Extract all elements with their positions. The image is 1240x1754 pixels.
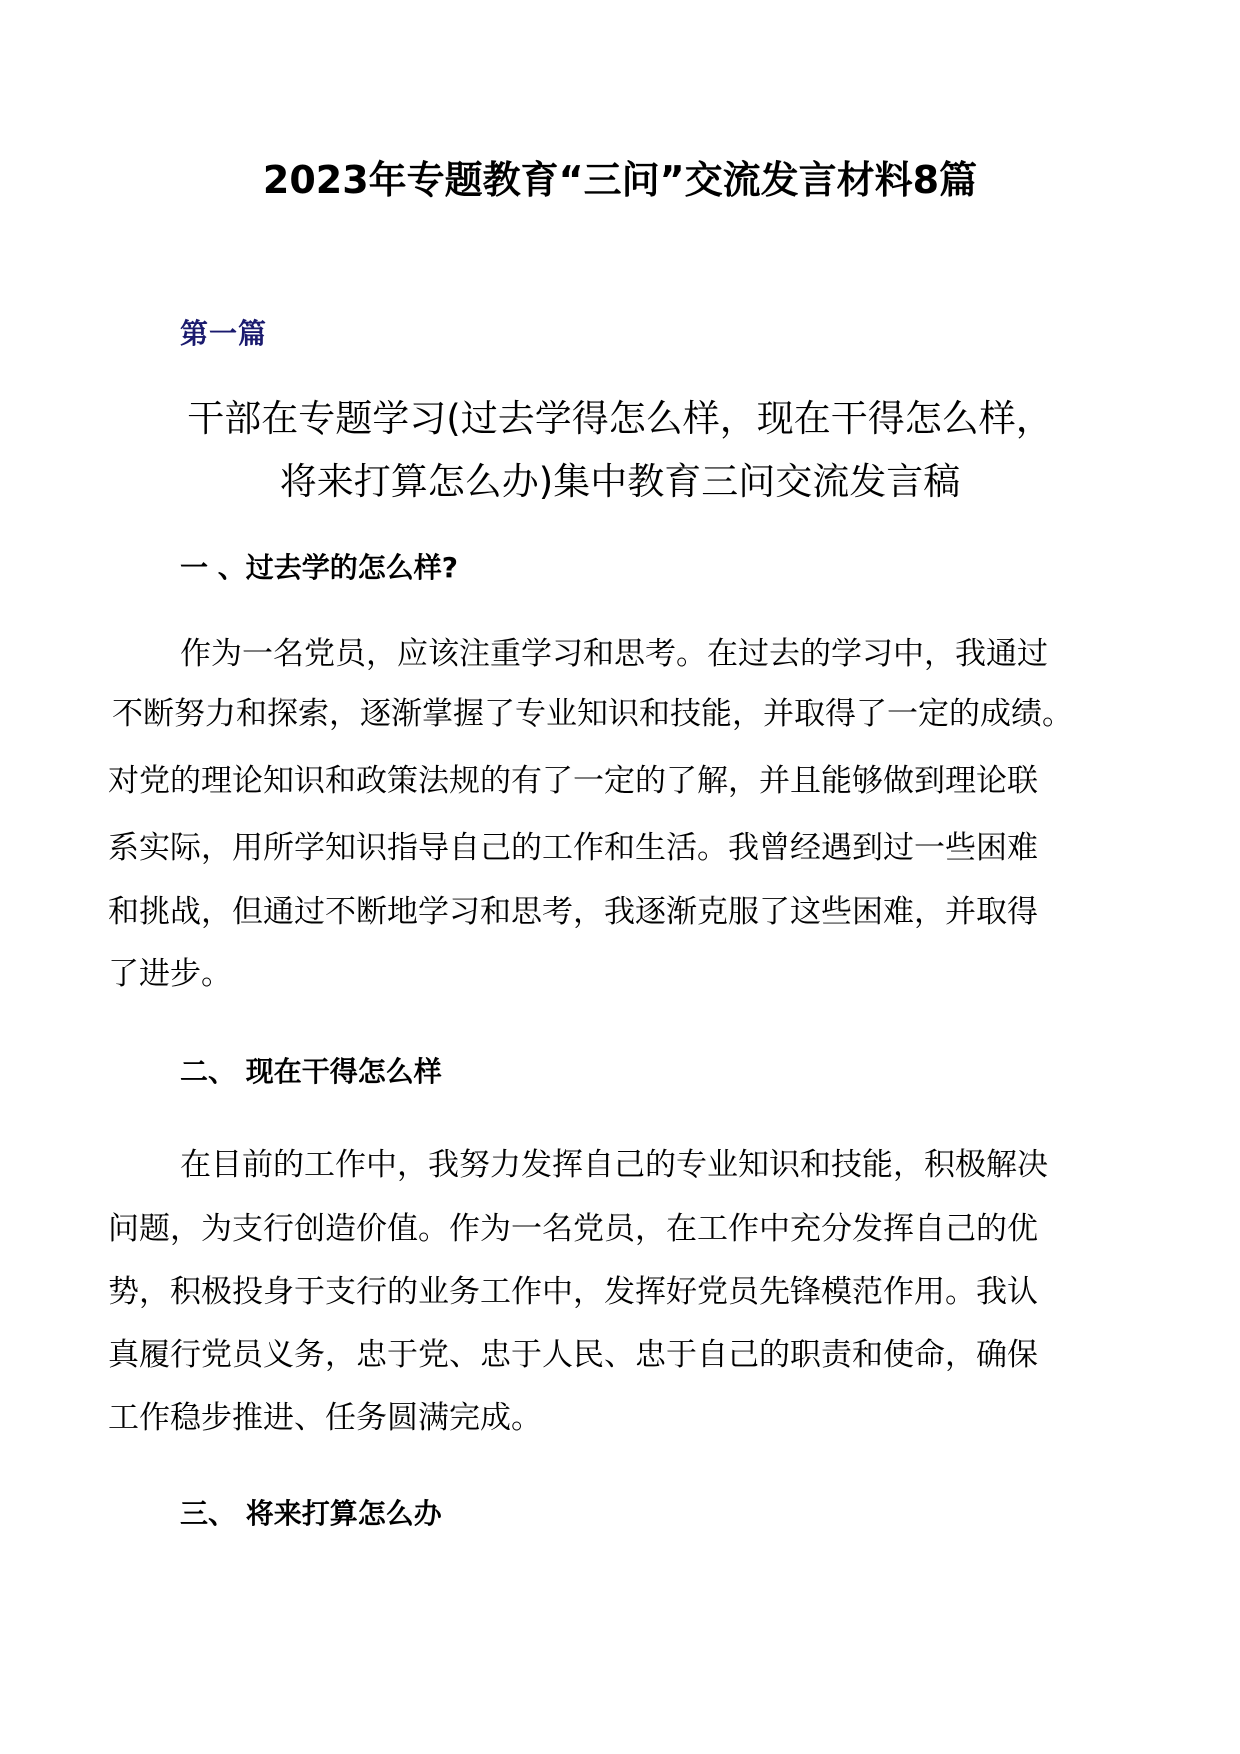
section-2-line: 在目前的工作中，我努力发挥自己的专业知识和技能，积极解决: [180, 1147, 1048, 1183]
section-2-line: 问题，为支行创造价值。作为一名党员，在工作中充分发挥自己的优: [108, 1211, 1038, 1247]
section-2-line: 真履行党员义务，忠于党、忠于人民、忠于自己的职责和使命，确保: [108, 1337, 1038, 1373]
section-1-line: 和挑战，但通过不断地学习和思考，我逐渐克服了这些困难，并取得: [108, 894, 1038, 930]
section-heading-2: 二、 现在干得怎么样: [180, 1055, 442, 1088]
document-title: 2023年专题教育“三问”交流发言材料8篇: [262, 158, 978, 202]
section-heading-1: 一 、过去学的怎么样?: [180, 551, 458, 584]
part-label: 第一篇: [180, 317, 268, 350]
section-2-line: 势，积极投身于支行的业务工作中，发挥好党员先锋模范作用。我认: [108, 1274, 1038, 1310]
section-1-line: 系实际，用所学知识指导自己的工作和生活。我曾经遇到过一些困难: [108, 830, 1038, 866]
subtitle-line-2: 将来打算怎么办)集中教育三问交流发言稿: [279, 460, 961, 503]
section-heading-3: 三、 将来打算怎么办: [180, 1497, 442, 1530]
section-1-line: 作为一名党员，应该注重学习和思考。在过去的学习中，我通过: [180, 636, 1048, 672]
section-1-line: 了进步。: [108, 956, 232, 992]
section-1-line: 对党的理论知识和政策法规的有了一定的了解，并且能够做到理论联: [108, 763, 1038, 799]
section-1-line: 不断努力和探索，逐渐掌握了专业知识和技能，并取得了一定的成绩。: [112, 696, 1073, 732]
subtitle-line-1: 干部在专题学习(过去学得怎么样，现在干得怎么样，: [187, 397, 1053, 440]
section-2-line: 工作稳步推进、任务圆满完成。: [108, 1400, 542, 1436]
